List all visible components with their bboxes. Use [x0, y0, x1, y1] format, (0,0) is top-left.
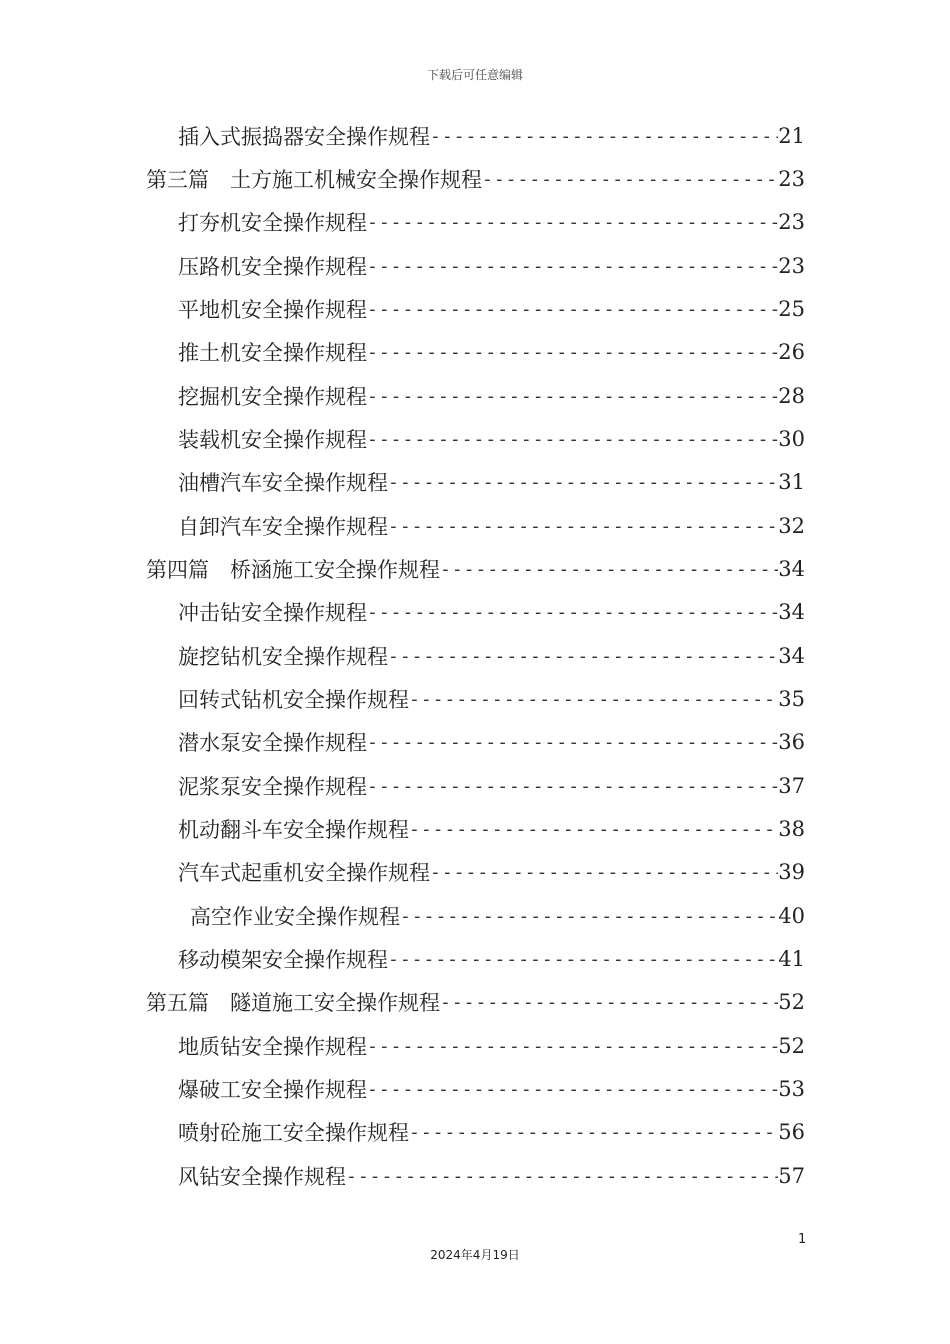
toc-entry-title: 推土机安全操作规程 — [178, 341, 367, 365]
dot-leader — [367, 299, 778, 320]
toc-section-heading[interactable] — [146, 551, 805, 587]
dot-leader — [440, 559, 778, 580]
toc-entry-page: 38 — [778, 817, 805, 841]
toc-entry-title: 打夯机安全操作规程 — [178, 211, 367, 235]
page-header: 下载后可任意编辑 — [426, 68, 523, 82]
dot-leader — [367, 1079, 778, 1100]
toc-entry[interactable] — [178, 811, 805, 847]
toc-entry-title: 第五篇 隧道施工安全操作规程 — [146, 991, 440, 1015]
toc-entry-title: 挖掘机安全操作规程 — [178, 385, 367, 409]
dot-leader — [388, 949, 778, 970]
toc-entry-page: 26 — [778, 340, 805, 364]
toc-entry-page: 40 — [778, 904, 805, 928]
toc-entry-page: 41 — [778, 947, 805, 971]
toc-entry-title: 装载机安全操作规程 — [178, 428, 367, 452]
dot-leader — [367, 776, 778, 797]
toc-entry-page: 52 — [778, 1034, 805, 1058]
toc-entry-title: 风钻安全操作规程 — [178, 1165, 346, 1189]
toc-entry-title: 机动翻斗车安全操作规程 — [178, 818, 409, 842]
dot-leader — [400, 906, 778, 927]
toc-entry-title: 油槽汽车安全操作规程 — [178, 471, 388, 495]
toc-entry[interactable] — [178, 421, 805, 457]
dot-leader — [367, 212, 778, 233]
dot-leader — [409, 1122, 778, 1143]
toc-entry-page: 25 — [778, 297, 805, 321]
toc-entry[interactable] — [190, 898, 805, 934]
dot-leader — [346, 1166, 778, 1187]
toc-entry-page: 56 — [778, 1120, 805, 1144]
toc-entry-title: 第四篇 桥涵施工安全操作规程 — [146, 558, 440, 582]
toc-entry-title: 汽车式起重机安全操作规程 — [178, 861, 430, 885]
toc-entry-page: 34 — [778, 600, 805, 624]
toc-section-heading[interactable] — [146, 161, 805, 197]
dot-leader — [367, 256, 778, 277]
toc-entry[interactable] — [178, 508, 805, 544]
toc-entry[interactable] — [178, 248, 805, 284]
toc-entry[interactable] — [178, 941, 805, 977]
toc-entry[interactable] — [178, 638, 805, 674]
toc-entry-title: 插入式振捣器安全操作规程 — [178, 125, 430, 149]
dot-leader — [367, 429, 778, 450]
dot-leader — [367, 732, 778, 753]
toc-entry-page: 28 — [778, 384, 805, 408]
dot-leader — [367, 342, 778, 363]
toc-entry-title: 回转式钻机安全操作规程 — [178, 688, 409, 712]
toc-entry[interactable] — [178, 724, 805, 760]
dot-leader — [388, 516, 778, 537]
toc-entry-page: 32 — [778, 514, 805, 538]
toc-entry-title: 平地机安全操作规程 — [178, 298, 367, 322]
dot-leader — [367, 1036, 778, 1057]
toc-entry[interactable] — [178, 1158, 805, 1194]
toc-entry[interactable] — [178, 1114, 805, 1150]
toc-entry-title: 旋挖钻机安全操作规程 — [178, 645, 388, 669]
toc-section-heading[interactable] — [146, 984, 805, 1020]
toc-entry-title: 潜水泵安全操作规程 — [178, 731, 367, 755]
dot-leader — [409, 689, 778, 710]
toc-entry-page: 31 — [778, 470, 805, 494]
toc-entry[interactable] — [178, 1028, 805, 1064]
toc-entry-title: 泥浆泵安全操作规程 — [178, 775, 367, 799]
toc-entry[interactable] — [178, 464, 805, 500]
toc-entry-page: 30 — [778, 427, 805, 451]
toc-entry-page: 23 — [778, 167, 805, 191]
toc-entry-page: 21 — [778, 124, 805, 148]
toc-entry[interactable] — [178, 768, 805, 804]
dot-leader — [388, 646, 778, 667]
dot-leader — [409, 819, 778, 840]
dot-leader — [367, 602, 778, 623]
toc-entry[interactable] — [178, 118, 805, 154]
toc-entry[interactable] — [178, 854, 805, 890]
toc-entry[interactable] — [178, 1071, 805, 1107]
toc-entry[interactable] — [178, 681, 805, 717]
toc-entry-page: 57 — [778, 1164, 805, 1188]
toc-entry-page: 37 — [778, 774, 805, 798]
toc-entry-title: 压路机安全操作规程 — [178, 255, 367, 279]
dot-leader — [482, 169, 778, 190]
toc-entry[interactable] — [178, 291, 805, 327]
toc-entry-page: 35 — [778, 687, 805, 711]
toc-entry-page: 23 — [778, 254, 805, 278]
toc-entry[interactable] — [178, 594, 805, 630]
toc-entry-title: 第三篇 土方施工机械安全操作规程 — [146, 168, 482, 192]
toc-entry-title: 爆破工安全操作规程 — [178, 1078, 367, 1102]
dot-leader — [367, 386, 778, 407]
toc-entry-title: 喷射砼施工安全操作规程 — [178, 1121, 409, 1145]
toc-entry-title: 移动模架安全操作规程 — [178, 948, 388, 972]
toc-entry-page: 34 — [778, 557, 805, 581]
dot-leader — [430, 862, 778, 883]
toc-entry[interactable] — [178, 204, 805, 240]
dot-leader — [440, 992, 778, 1013]
toc-entry[interactable] — [178, 378, 805, 414]
toc-entry-title: 自卸汽车安全操作规程 — [178, 515, 388, 539]
dot-leader — [430, 126, 778, 147]
toc-entry-page: 39 — [778, 860, 805, 884]
toc-entry-page: 52 — [778, 990, 805, 1014]
toc-entry-title: 高空作业安全操作规程 — [190, 905, 400, 929]
footer-date: 2024年4月19日 — [430, 1248, 520, 1262]
toc-entry-title: 地质钻安全操作规程 — [178, 1035, 367, 1059]
toc-entry-page: 34 — [778, 644, 805, 668]
toc-entry-title: 冲击钻安全操作规程 — [178, 601, 367, 625]
toc-entry-page: 36 — [778, 730, 805, 754]
toc-entry[interactable] — [178, 334, 805, 370]
page-number: 1 — [798, 1232, 807, 1247]
toc-entry-page: 53 — [778, 1077, 805, 1101]
toc-entry-page: 23 — [778, 210, 805, 234]
dot-leader — [388, 472, 778, 493]
